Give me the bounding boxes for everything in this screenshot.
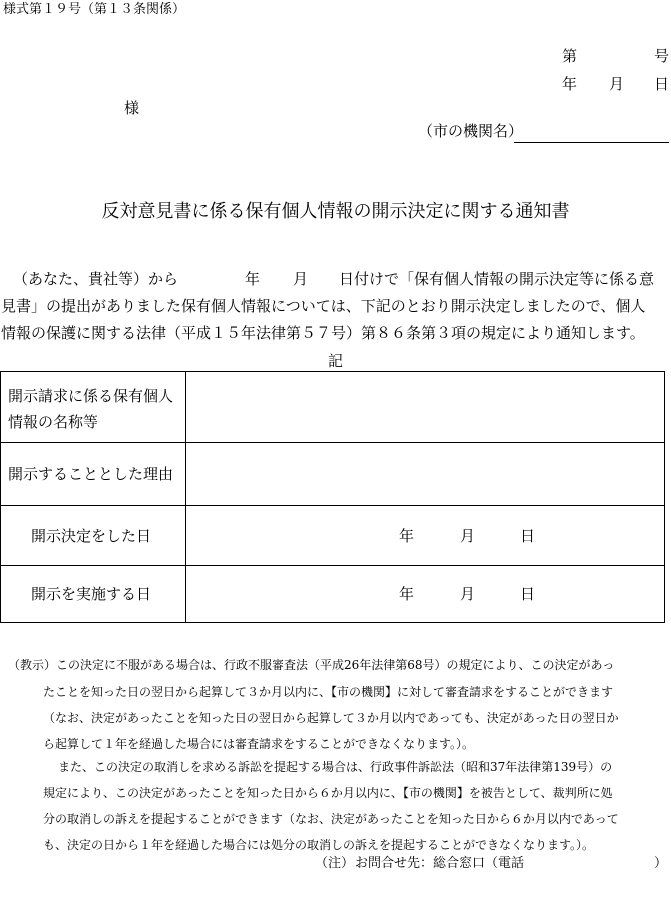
issue-date-line	[0, 74, 671, 94]
body-line-3	[1, 323, 665, 350]
body-line-1-prefix: （あなた、貴社等）から	[13, 270, 179, 288]
notice-body	[1, 269, 665, 350]
footer-note-label: （注）	[315, 856, 355, 871]
table-row	[1, 443, 664, 506]
decision-date-field[interactable]	[186, 506, 664, 565]
footer-contact: お問合せ先：総合窓口（電話	[355, 856, 525, 871]
information-name-field[interactable]	[186, 372, 664, 442]
instruction-line: たことを知った日の翌日から起算して３か月以内に、【市の機関】に対して審査請求をすることができます	[43, 685, 614, 699]
issue-date-day: 日	[654, 75, 670, 93]
body-line-3-text: 情報の保護に関する法律（平成１５年法律第５７号）第８６条第３項の規定により通知します。	[1, 324, 645, 342]
instruction-line: も、決定の日から１年を経過した場合には処分の取消しの訴えを提起することができなくなります。）。	[43, 838, 595, 852]
row-label-text: 開示を実施する日	[31, 585, 152, 603]
body-line-2-text: 見書」の提出がありました保有個人情報については、下記のとおり開示決定しましたので、個人	[1, 297, 646, 315]
issuer-label: （市の機関名）	[418, 122, 524, 140]
table-row	[1, 566, 664, 622]
row-label-text: 開示することとした理由	[8, 465, 174, 483]
number-suffix: 号	[654, 47, 670, 65]
issuer-name-underline	[514, 142, 669, 143]
disclosure-date-day: 日	[520, 585, 536, 603]
reason-field[interactable]	[186, 443, 664, 505]
table-row	[1, 372, 664, 443]
table-row	[1, 506, 664, 566]
decision-date-year: 年	[399, 527, 415, 545]
document-title: 反対意見書に係る保有個人情報の開示決定に関する通知書	[101, 201, 570, 222]
footer-contact-close: ）	[654, 856, 668, 871]
instruction-line: ら起算して１年を経過した場合には審査請求をすることができなくなります。）。	[43, 737, 475, 751]
row-label-line-1: 開示請求に係る保有個人	[8, 387, 174, 405]
ki-label: 記	[327, 352, 343, 370]
row-label-text: 開示決定をした日	[31, 527, 152, 545]
disclosure-date-month: 月	[460, 585, 476, 603]
decision-date-month: 月	[460, 527, 476, 545]
row-label-information-name	[1, 372, 186, 442]
row-label-reason	[1, 443, 186, 505]
instruction-line: （なお、決定があったことを知った日の翌日から起算して３か月以内であっても、決定があった日の翌日か	[43, 711, 619, 725]
body-line-1-suffix: 日付けで「保有個人情報の開示決定等に係る意	[339, 270, 655, 288]
issue-date-year: 年	[562, 75, 578, 93]
body-line-1-month: 月	[293, 270, 309, 288]
instruction-line: 規定により、この決定があったことを知った日から６か月以内に、【市の機関】を被告として、裁判所に処	[43, 786, 613, 800]
form-label: 様式第１９号（第１３条関係）	[3, 2, 186, 17]
body-line-1-year: 年	[245, 270, 261, 288]
body-line-1	[1, 269, 665, 296]
disclosure-date-field[interactable]	[186, 566, 664, 622]
instruction-line: （教示）この決定に不服がある場合は、行政不服審査法（平成26年法律第68号）の規定により、この決定があっ	[8, 658, 615, 672]
number-prefix: 第	[562, 47, 578, 65]
row-label-line-2: 情報の名称等	[8, 413, 99, 431]
recipient-honorific: 様	[124, 99, 140, 117]
issue-date-month: 月	[609, 75, 625, 93]
row-label-disclosure-date	[1, 566, 186, 622]
row-label-decision-date	[1, 506, 186, 565]
body-line-2	[1, 296, 665, 323]
instruction-line: また、この決定の取消しを求める訴訟を提起する場合は、行政事件訴訟法（昭和37年法律第139号）の	[58, 760, 613, 774]
instruction-line: 分の取消しの訴えを提起することができます（なお、決定があったことを知った日から６か月以内であって	[43, 812, 619, 826]
decision-date-day: 日	[520, 527, 536, 545]
document-number-line	[0, 46, 671, 66]
disclosure-date-year: 年	[399, 585, 415, 603]
detail-table	[0, 371, 665, 623]
